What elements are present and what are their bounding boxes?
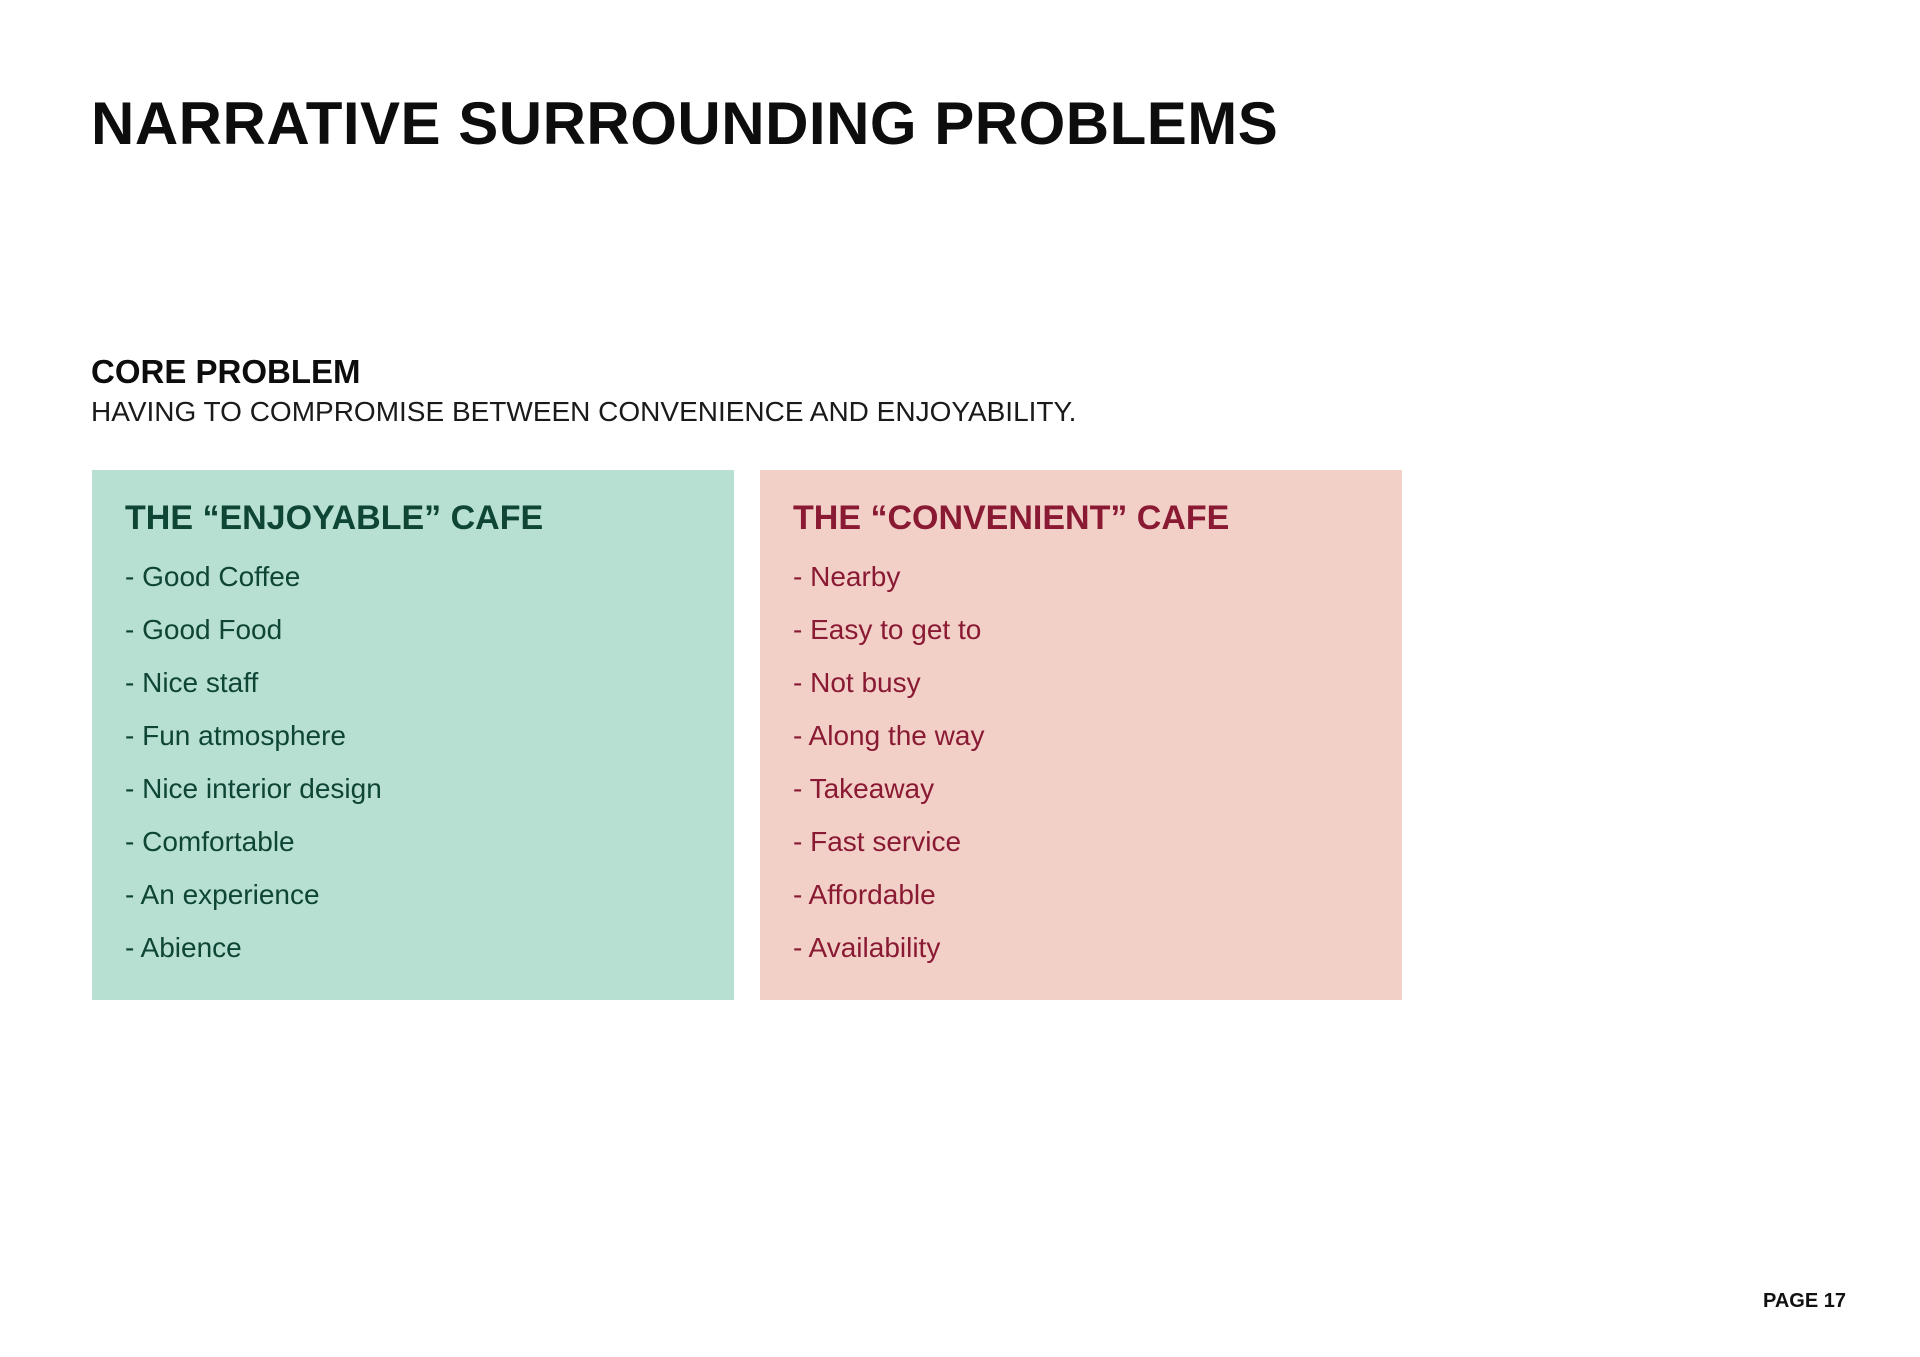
list-item: - Takeaway [793,773,935,804]
enjoyable-cafe-list [125,550,701,974]
list-item: - Not busy [793,667,921,698]
enjoyable-cafe-card [92,470,734,1000]
list-item: - Nice interior design [125,773,382,804]
enjoyable-cafe-title: THE “ENJOYABLE” CAFE [125,499,544,537]
core-problem-heading: CORE PROBLEM [91,353,361,390]
list-item: - Affordable [793,879,936,910]
list-item: - Comfortable [125,826,295,857]
list-item: - Easy to get to [793,614,982,645]
list-item: - Abience [125,932,242,963]
list-item: - An experience [125,879,320,910]
list-item: - Nearby [793,561,901,592]
convenient-cafe-list [793,550,1369,974]
list-item: - Good Coffee [125,561,301,592]
convenient-cafe-title: THE “CONVENIENT” CAFE [793,499,1230,537]
list-item: - Fun atmosphere [125,720,346,751]
list-item: - Fast service [793,826,962,857]
page-number: PAGE 17 [1763,1290,1846,1312]
list-item: - Nice staff [125,667,259,698]
page-title: NARRATIVE SURROUNDING PROBLEMS [91,90,1279,157]
list-item: - Along the way [793,720,985,751]
list-item: - Good Food [125,614,283,645]
list-item: - Availability [793,932,941,963]
convenient-cafe-card [760,470,1402,1000]
core-problem-statement: HAVING TO COMPROMISE BETWEEN CONVENIENCE AND ENJOYABILITY. [91,396,1077,427]
